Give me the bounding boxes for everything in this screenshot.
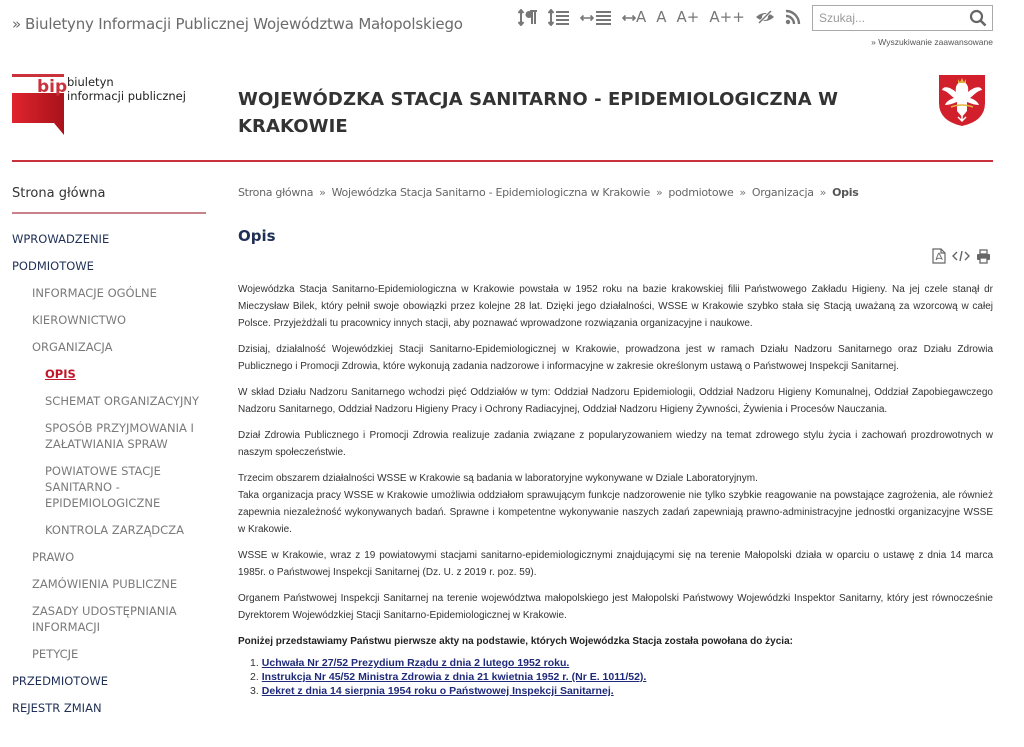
sidebar-nav (12, 186, 206, 722)
sidebar-item-kontrola-zarzadcza[interactable]: KONTROLA ZARZĄDCZA (45, 523, 184, 537)
acts-list (238, 656, 993, 698)
print-button[interactable] (976, 249, 991, 264)
letter-spacing-icon (622, 9, 636, 26)
breadcrumb-separator: » (655, 186, 663, 199)
breadcrumb-separator: » (819, 186, 827, 199)
paragraph-spacing-icon (518, 9, 538, 26)
sidebar-item-informacje-ogolne[interactable]: INFORMACJE OGÓLNE (32, 286, 157, 300)
text-width-icon (580, 9, 612, 26)
sidebar-item-powiatowe-stacje[interactable]: POWIATOWE STACJE SANITARNO - EPIDEMIOLOGICZNE (45, 464, 161, 510)
bip-logo-text (67, 75, 186, 103)
bip-logo[interactable] (12, 73, 192, 137)
advanced-search-link[interactable]: » Wyszukiwanie zaawansowane (871, 37, 993, 47)
sidebar-item-rejestr-zmian[interactable]: REJESTR ZMIAN (12, 701, 102, 715)
font-normal-button[interactable]: A (656, 8, 667, 26)
sidebar-item-sposob-przyjmowania[interactable]: SPOSÓB PRZYJMOWANIA I ZAŁATWIANIA SPRAW (45, 421, 194, 451)
search-button[interactable] (969, 9, 987, 32)
list-item (250, 656, 993, 670)
breadcrumb-separator: » (739, 186, 746, 199)
bip-logo-line2: informacji publicznej (67, 89, 186, 103)
sidebar-item-schemat-organizacyjny[interactable]: SCHEMAT ORGANIZACYJNY (45, 394, 200, 408)
sidebar-item-prawo[interactable]: PRAWO (32, 550, 75, 564)
page-tools (932, 248, 991, 264)
breadcrumb (238, 186, 993, 204)
article-body (238, 281, 993, 698)
sidebar-menu (12, 226, 206, 722)
sidebar-item-przedmiotowe[interactable]: PRZEDMIOTOWE (12, 674, 109, 688)
sidebar-item-petycje[interactable]: PETYCJE (32, 647, 79, 661)
breadcrumb-home[interactable]: Strona główna (238, 186, 314, 199)
list-number: 3. (250, 685, 259, 697)
breadcrumb-separator: » (319, 186, 326, 199)
embed-code-button[interactable] (952, 249, 970, 263)
search-icon (969, 9, 987, 27)
portal-link-label: Biuletyny Informacji Publicznej Województwa Małopolskiego (24, 15, 463, 33)
list-item (250, 670, 993, 684)
search-input[interactable] (813, 6, 963, 30)
rss-icon (785, 9, 801, 25)
top-bar (0, 0, 1024, 56)
sidebar-item-opis[interactable]: OPIS (45, 367, 76, 381)
breadcrumb-podmiotowe[interactable]: podmiotowe (668, 186, 734, 199)
pdf-icon (932, 248, 946, 264)
letter-spacing-button[interactable] (622, 7, 646, 27)
paragraph: Wojewódzka Stacja Sanitarno-Epidemiologiczna w Krakowie powstała w 1952 roku na bazie krakowskiej filii Państwowego Zakładu Higieny. Na jej czele stanął dr Mieczysław Bilek, który pełnił swoje obowiązki przez kolejne 28 lat. Dzięki jego działalności, WSSE w Krakowie szybko stała się Stacją uważaną za wzorcową w całej Polsce. Przyjeżdżali tu pracownicy innych stacji, aby poznawać wprowadzone rozwiązania organizacyjne i naukowe. (238, 284, 993, 329)
code-icon (952, 249, 970, 263)
line-height-icon (548, 9, 570, 26)
sidebar-home-link[interactable]: Strona główna (12, 186, 206, 214)
double-chevron-icon: » (12, 15, 21, 33)
list-number: 1. (250, 657, 259, 669)
line-height-button[interactable] (548, 7, 570, 27)
letter-spacing-label: A (636, 8, 647, 26)
paragraph: Taka organizacja pracy WSSE w Krakowie umożliwia oddziałom sprawującym funkcje nadzorowenie nie tylko szybkie reagowanie na powstające zagrożenia, ale również zapewnia niezależność wykonywanych badań. Sprawne i kompetentne wykonywanie naszych zadań zapewniają prawno-administracyjne jednostki organizacyjne WSSE w Krakowie. (238, 490, 993, 535)
sidebar-item-wprowadzenie[interactable]: WPROWADZENIE (12, 232, 110, 246)
text-width-button[interactable] (580, 7, 612, 27)
portal-link[interactable] (12, 15, 463, 33)
sidebar-item-zasady-udostepniania[interactable]: ZASADY UDOSTĘPNIANIA INFORMACJI (32, 604, 177, 634)
paragraph: Dział Zdrowia Publicznego i Promocji Zdrowia realizuje zadania związane z popularyzowaniem wiedzy na temat zdrowego stylu życia i zachowań prozdrowotnych w naszym społeczeństwie. (238, 430, 993, 458)
page-title: Opis (238, 227, 276, 245)
site-title: WOJEWÓDZKA STACJA SANITARNO - EPIDEMIOLOGICZNA W KRAKOWIE (238, 89, 839, 137)
contrast-button[interactable] (755, 7, 775, 27)
rss-button[interactable] (785, 7, 801, 27)
print-icon (976, 249, 991, 264)
header-divider (12, 160, 993, 162)
sidebar-item-organizacja[interactable]: ORGANIZACJA (32, 340, 113, 354)
list-item (250, 684, 993, 698)
paragraph: Organem Państwowej Inspekcji Sanitarnej na terenie województwa małopolskiego jest Małopolski Państwowy Wojewódzki Inspektor Sanitarny, który jest równocześnie Dyrektorem Wojewódzkiej Stacji Sanitarno-Epidemiologicznej w Krakowie. (238, 593, 993, 621)
search-box (812, 5, 993, 31)
contrast-icon (755, 9, 775, 25)
act-link-uchwala[interactable]: Uchwała Nr 27/52 Prezydium Rządu z dnia 2 lutego 1952 roku. (261, 657, 570, 669)
paragraph-spacing-button[interactable] (518, 7, 538, 27)
list-number: 2. (250, 671, 259, 683)
breadcrumb-wsse[interactable]: Wojewódzka Stacja Sanitarno - Epidemiologiczna w Krakowie (331, 186, 650, 199)
font-larger-button[interactable]: A+ (676, 8, 700, 26)
paragraph: Trzecim obszarem działalności WSSE w Krakowie są badania w laboratoryjne wykonywane w Dziale Laboratoryjnym. (238, 473, 758, 484)
sidebar-item-zamowienia-publiczne[interactable]: ZAMÓWIENIA PUBLICZNE (32, 577, 178, 591)
svg-text:bip: bip (37, 77, 68, 97)
sidebar-item-podmiotowe[interactable]: PODMIOTOWE (12, 259, 94, 273)
bip-logo-line1: biuletyn (67, 75, 114, 89)
coat-of-arms-emblem (937, 73, 987, 127)
pdf-button[interactable] (932, 248, 946, 264)
act-link-instrukcja[interactable]: Instrukcja Nr 45/52 Ministra Zdrowia z dnia 21 kwietnia 1952 r. (Nr E. 1011/52). (261, 671, 647, 683)
breadcrumb-current: Opis (832, 186, 859, 199)
breadcrumb-organizacja[interactable]: Organizacja (751, 186, 814, 199)
paragraph: W skład Działu Nadzoru Sanitarnego wchodzi pięć Oddziałów w tym: Oddział Nadzoru Epidemiologii, Oddział Nadzoru Higieny Komunalnej, Oddział Zapobiegawczego Nadzoru Sanitarnego, Oddział Nadzoru Higieny Pracy i Ochrony Radiacyjnej, Oddział Nadzoru Higieny Żywności, Żywienia i Procesów Nauczania. (238, 387, 993, 415)
main-content (238, 186, 993, 697)
paragraph: Dzisiaj, działalność Wojewódzkiej Stacji Sanitarno-Epidemiologicznej w Krakowie, prowadzona jest w ramach Działu Nadzoru Sanitarnego oraz Działu Zdrowia Publicznego i Promocji Zdrowia, które wykonują zadania nadzorowe i informacyjne w zakresie określonym ustawą o Państwowej Inspekcji Sanitarnej. (238, 344, 993, 372)
sidebar-item-kierownictwo[interactable]: KIEROWNICTWO (32, 313, 127, 327)
acts-intro: Poniżej przedstawiamy Państwu pierwsze akty na podstawie, których Wojewódzka Stacja została powołana do życia: (238, 636, 793, 647)
act-link-dekret[interactable]: Dekret z dnia 14 sierpnia 1954 roku o Państwowej Inspekcji Sanitarnej. (261, 685, 614, 697)
paragraph: WSSE w Krakowie, wraz z 19 powiatowymi stacjami sanitarno-epidemiologicznymi znajdującymi się na terenie Małopolski działa w oparciu o ustawę z dnia 14 marca 1985r. o Państwowej Inspekcji Sanitarnej (Dz. U. z 2019 r. poz. 59). (238, 550, 993, 578)
accessibility-toolbar (518, 7, 811, 27)
font-largest-button[interactable]: A++ (709, 8, 745, 26)
